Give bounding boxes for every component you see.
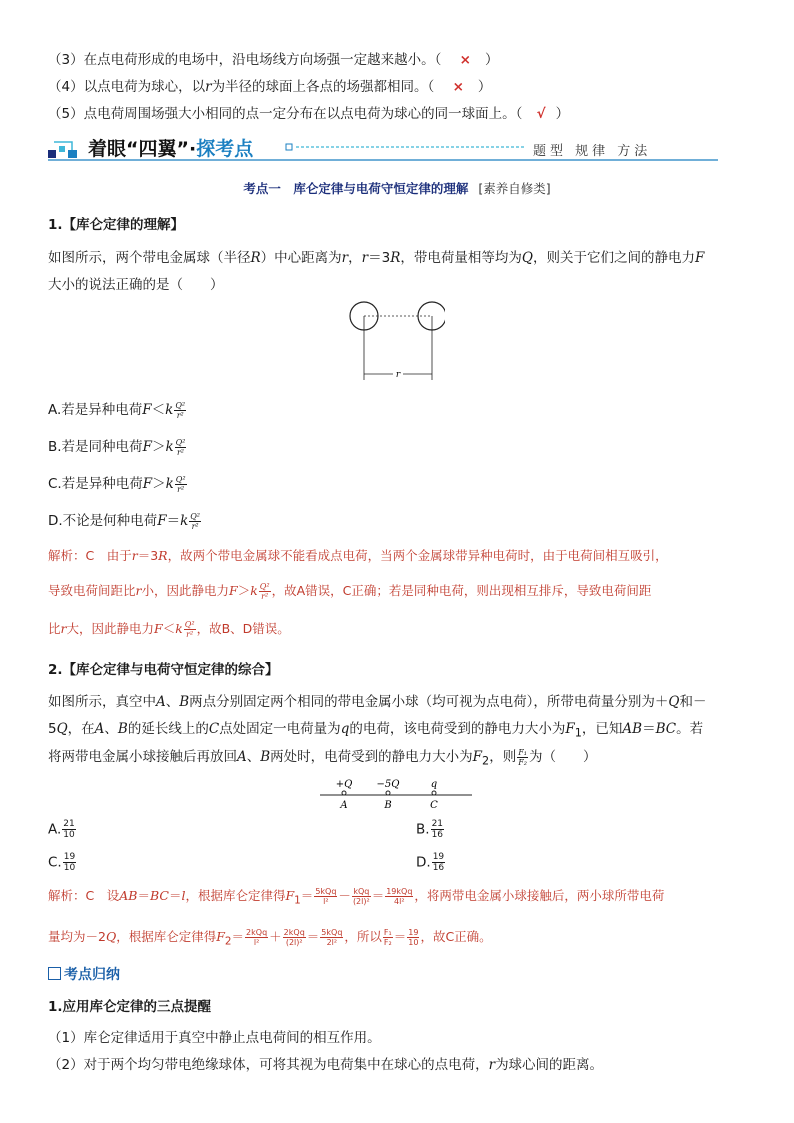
q2-analysis-line2: 量均为－2Q，根据库仑定律得$F_2=$ $\frac{\text{2kQq}}{\text{l²}}$ ＋ $\frac{\text{2kQq}}{\text{(2l)²}}$ ＝ $\frac{\text{5kQq}}{\text{2l²}}$ ，所以 $\frac{\text{F₁}}{\text{F₂}}$ ＝ $\frac{19}{10}$ ，故C正确。 xyxy=(48,928,492,948)
sphere-right xyxy=(418,302,445,330)
point-label-b: B xyxy=(384,800,392,811)
q2-option-d[interactable]: D. $\frac{19}{16}$ xyxy=(416,852,445,873)
q2-heading: 2.【库仑定律与电荷守恒定律的综合】 xyxy=(48,662,279,678)
q2-stem-line3: 将两带电金属小球接触后再放回A、B两处时，电荷受到的静电力大小为$F_2$，则 $\frac{\text{F₁}}{\text{F₂}}$ 为（ ） xyxy=(48,747,597,768)
q2-analysis-line1: 解析：C 设AB＝BC＝l，根据库仑定律得$F_1=$ $\frac{\text{5kQq}}{\text{l²}}$ － $\frac{\text{kQq}}{\text{(2l)²}}$ ＝ $\frac{\text{19kQq}}{\text{4l²}}$ ，将两带电金属小球接触后，两小球所带电荷 xyxy=(48,887,665,907)
cross-mark: × xyxy=(459,52,471,68)
point-label-a: A xyxy=(340,800,348,811)
q1-option-a[interactable]: A.若是异种电荷F＜k $\frac{\text{Q²}}{\text{r²}}$ xyxy=(48,400,186,420)
banner-small-box xyxy=(286,144,292,150)
q1-analysis-line3: 比r大，因此静电力F＜k $\frac{\text{Q²}}{\text{r²}}$ ，故B、D错误。 xyxy=(48,620,290,639)
q2-option-b[interactable]: B. $\frac{21}{16}$ xyxy=(416,819,444,840)
banner-square-dark xyxy=(48,150,56,158)
section-title: 考点一 库仑定律与电荷守恒定律的理解 [素养自修类] xyxy=(243,181,551,196)
q1-spheres-figure xyxy=(345,298,445,386)
check-mark: √ xyxy=(536,106,546,122)
banner-square-blue xyxy=(68,150,77,158)
checkbox-icon xyxy=(48,967,61,980)
point-label-c: C xyxy=(430,800,438,811)
banner-subtitle: 题型 规律 方法 xyxy=(533,144,652,159)
q2-option-c[interactable]: C. $\frac{19}{10}$ xyxy=(48,852,76,873)
q1-analysis-line1: 解析：C 由于r＝3R，故两个带电金属球不能看成点电荷，当两个金属球带异种电荷时，由于电荷间相互吸引， xyxy=(48,548,668,563)
q1-stem-line1: 如图所示，两个带电金属球（半径R）中心距离为r，r＝3R，带电荷量相等均为Q，则关于它们之间的静电力F xyxy=(48,250,705,266)
summary-item-1: （1）库仑定律适用于真空中静止点电荷间的相互作用。 xyxy=(48,1030,381,1046)
charge-label-c: q xyxy=(430,779,438,790)
q1-analysis-line2: 导致电荷间距比r小，因此静电力F＞k $\frac{\text{Q²}}{\text{r²}}$ ，故A错误，C正确；若是同种电荷，则出现相互排斥，导致电荷间距 xyxy=(48,582,652,601)
q1-stem-line2: 大小的说法正确的是（ ） xyxy=(48,277,224,293)
q2-charges-figure xyxy=(316,775,476,815)
figure-label-r: r xyxy=(395,370,401,380)
statement-3: （3）在点电荷形成的电场中，沿电场线方向场强一定越来越小。（ × ） xyxy=(48,52,499,68)
summary-item-2: （2）对于两个均匀带电绝缘球体，可将其视为电荷集中在球心的点电荷，r为球心间的距离。 xyxy=(48,1057,604,1073)
statement-5: （5）点电荷周围场强大小相同的点一定分布在以点电荷为球心的同一球面上。（ √ ） xyxy=(48,106,570,122)
q2-stem-line1: 如图所示，真空中A、B两点分别固定两个相同的带电金属小球（均可视为点电荷），所带电荷量分别为＋Q和－ xyxy=(48,694,707,710)
point-c xyxy=(432,791,436,795)
cross-mark: × xyxy=(452,79,464,95)
banner-square-cyan xyxy=(59,146,65,152)
charge-label-a: +Q xyxy=(335,779,353,790)
banner-title: 着眼“四翼”·探考点 xyxy=(88,138,254,160)
charge-label-b: −5Q xyxy=(376,779,400,790)
point-a xyxy=(342,791,346,795)
q1-option-d[interactable]: D.不论是何种电荷F＝k $\frac{\text{Q²}}{\text{r²}}$ xyxy=(48,511,201,531)
q2-option-a[interactable]: A. $\frac{21}{10}$ xyxy=(48,819,75,840)
statement-4: （4）以点电荷为球心，以r为半径的球面上各点的场强都相同。（ × ） xyxy=(48,79,492,95)
q1-heading: 1.【库仑定律的理解】 xyxy=(48,217,185,233)
summary-subheading: 1.应用库仑定律的三点提醒 xyxy=(48,999,212,1015)
q1-option-c[interactable]: C.若是异种电荷F＞k $\frac{\text{Q²}}{\text{r²}}$ xyxy=(48,474,186,494)
q2-stem-line2: 5Q，在A、B的延长线上的C点处固定一电荷量为q的电荷，该电荷受到的静电力大小为$F_1$，已知AB＝BC。若 xyxy=(48,721,704,740)
q1-option-b[interactable]: B.若是同种电荷F＞k $\frac{\text{Q²}}{\text{r²}}$ xyxy=(48,437,186,457)
point-b xyxy=(386,791,390,795)
summary-heading: 考点归纳 xyxy=(48,964,120,984)
